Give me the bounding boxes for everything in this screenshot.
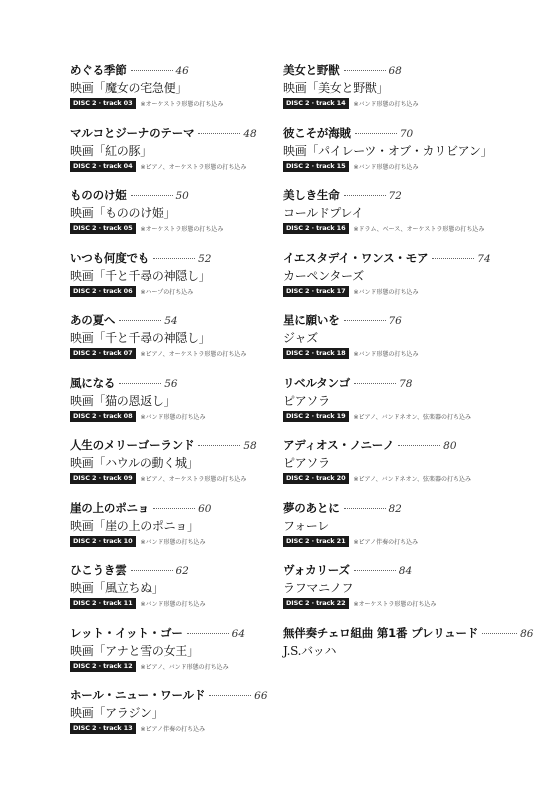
title-line bbox=[283, 250, 543, 267]
leader-dots bbox=[153, 508, 195, 509]
song-title: あの夏へ bbox=[70, 313, 116, 327]
song-entry bbox=[283, 625, 543, 688]
leader-dots bbox=[354, 570, 396, 571]
track-badge: DISC 2 · track 17 bbox=[283, 286, 349, 297]
arrangement-note: ※バンド形態の打ち込み bbox=[353, 288, 419, 296]
page-number: 58 bbox=[243, 440, 257, 452]
leader-dots bbox=[119, 383, 161, 384]
track-badge: DISC 2 · track 08 bbox=[70, 411, 136, 422]
song-title: マルコとジーナのテーマ bbox=[70, 125, 195, 140]
track-line bbox=[283, 97, 543, 110]
leader-dots bbox=[198, 445, 240, 446]
leader-dots bbox=[187, 633, 229, 634]
track-line bbox=[70, 722, 320, 735]
song-entry bbox=[283, 187, 543, 250]
title-line bbox=[70, 687, 320, 704]
track-badge: DISC 2 · track 09 bbox=[70, 473, 136, 484]
song-title: 美しき生命 bbox=[283, 188, 340, 202]
track-line bbox=[283, 347, 543, 360]
arrangement-note: ※バンド形態の打ち込み bbox=[140, 413, 206, 421]
arrangement-note: ※バンド形態の打ち込み bbox=[140, 538, 206, 546]
track-badge: DISC 2 · track 20 bbox=[283, 473, 349, 484]
leader-dots bbox=[344, 508, 386, 509]
track-badge: DISC 2 · track 18 bbox=[283, 348, 349, 359]
song-title: 美女と野獣 bbox=[283, 63, 340, 77]
song-title: ひこうき雲 bbox=[70, 563, 127, 577]
song-source: 映画「千と千尋の神隠し」 bbox=[70, 268, 211, 283]
track-line bbox=[283, 597, 543, 610]
song-title: ホール・ニュー・ワールド bbox=[70, 688, 206, 702]
song-source: 映画「崖の上のポニョ」 bbox=[70, 518, 199, 533]
title-line bbox=[283, 312, 543, 329]
page-number: 64 bbox=[231, 627, 246, 640]
track-badge: DISC 2 · track 13 bbox=[70, 723, 136, 734]
song-title: アディオス・ノニーノ bbox=[283, 438, 395, 452]
track-line bbox=[283, 535, 543, 548]
song-title: 彼こそが海賊 bbox=[283, 125, 351, 140]
title-line bbox=[283, 562, 543, 579]
song-entry bbox=[70, 687, 320, 750]
song-title: レット・イット・ゴー bbox=[70, 625, 183, 640]
page-number: 62 bbox=[175, 565, 189, 577]
track-badge: DISC 2 · track 03 bbox=[70, 98, 136, 109]
song-entry bbox=[283, 375, 543, 438]
page-number: 54 bbox=[164, 315, 178, 327]
page-number: 86 bbox=[520, 627, 534, 640]
arrangement-note: ※ピアノ、バンド形態の打ち込み bbox=[140, 663, 229, 671]
song-title: もののけ姫 bbox=[70, 188, 127, 202]
track-line bbox=[283, 285, 543, 298]
track-badge: DISC 2 · track 05 bbox=[70, 223, 136, 234]
song-entry bbox=[283, 437, 543, 500]
song-title: ヴォカリーズ bbox=[283, 563, 350, 577]
arrangement-note: ※ピアノ伴奏の打ち込み bbox=[140, 726, 206, 733]
arrangement-note: ※バンド形態の打ち込み bbox=[140, 601, 206, 608]
song-title: 夢のあとに bbox=[283, 500, 340, 515]
track-badge: DISC 2 · track 04 bbox=[70, 161, 136, 172]
page-number: 72 bbox=[388, 190, 402, 202]
song-source: 映画「千と千尋の神隠し」 bbox=[70, 331, 211, 345]
leader-dots bbox=[344, 195, 386, 196]
song-title: いつも何度でも bbox=[70, 250, 150, 265]
arrangement-note: ※オーケストラ形態の打ち込み bbox=[353, 601, 437, 608]
song-source: コールドプレイ bbox=[283, 206, 364, 220]
track-badge: DISC 2 · track 19 bbox=[283, 411, 349, 422]
track-badge: DISC 2 · track 07 bbox=[70, 348, 136, 359]
track-badge: DISC 2 · track 10 bbox=[70, 536, 136, 547]
song-entry bbox=[283, 250, 543, 313]
song-source: フォーレ bbox=[283, 518, 329, 533]
arrangement-note: ※オーケストラ形態の打ち込み bbox=[140, 226, 224, 233]
song-source: 映画「アラジン」 bbox=[70, 706, 164, 720]
page-number: 76 bbox=[388, 315, 402, 327]
song-title: 人生のメリーゴーランド bbox=[70, 438, 195, 452]
song-entry bbox=[283, 500, 543, 563]
arrangement-note: ※ピアノ、オーケストラ形態の打ち込み bbox=[140, 476, 247, 483]
song-source: J.S.バッハ bbox=[283, 643, 337, 658]
leader-dots bbox=[344, 70, 386, 71]
song-title: 風になる bbox=[70, 375, 116, 390]
page-number: 66 bbox=[254, 690, 268, 702]
song-entry bbox=[283, 125, 543, 188]
arrangement-note: ※ドラム、ベース、オーケストラ形態の打ち込み bbox=[353, 226, 485, 233]
song-source: 映画「もののけ姫」 bbox=[70, 206, 176, 220]
song-source: 映画「風立ちぬ」 bbox=[70, 581, 164, 595]
track-line bbox=[283, 160, 543, 173]
title-line bbox=[283, 437, 543, 454]
track-line bbox=[283, 222, 543, 235]
page-number: 48 bbox=[243, 127, 257, 140]
leader-dots bbox=[432, 258, 474, 259]
leader-dots bbox=[355, 133, 397, 134]
song-source: ピアソラ bbox=[283, 393, 330, 408]
track-badge: DISC 2 · track 16 bbox=[283, 223, 349, 234]
page-number: 46 bbox=[175, 65, 189, 77]
song-title: 崖の上のポニョ bbox=[70, 500, 150, 515]
leader-dots bbox=[398, 445, 440, 446]
song-source: 映画「魔女の宅急便」 bbox=[70, 81, 188, 95]
page-number: 74 bbox=[477, 252, 491, 265]
arrangement-note: ※ハープの打ち込み bbox=[140, 288, 194, 296]
song-title: リベルタンゴ bbox=[283, 375, 351, 390]
track-badge: DISC 2 · track 06 bbox=[70, 286, 136, 297]
title-line bbox=[283, 187, 543, 204]
page-number: 84 bbox=[398, 565, 413, 577]
arrangement-note: ※ピアノ伴奏の打ち込み bbox=[353, 538, 419, 546]
title-line bbox=[283, 62, 543, 79]
arrangement-note: ※バンド形態の打ち込み bbox=[353, 351, 419, 358]
song-source: 映画「ハウルの動く城」 bbox=[70, 456, 199, 470]
title-line bbox=[283, 125, 543, 142]
page-number: 78 bbox=[399, 377, 413, 390]
song-source: 映画「紅の豚」 bbox=[70, 143, 152, 158]
song-source: カーペンターズ bbox=[283, 268, 364, 283]
page-number: 60 bbox=[198, 502, 212, 515]
song-source: ラフマニノフ bbox=[283, 581, 354, 595]
title-line bbox=[283, 625, 543, 642]
track-line bbox=[283, 472, 543, 485]
arrangement-note: ※オーケストラ形態の打ち込み bbox=[140, 101, 224, 108]
track-badge: DISC 2 · track 14 bbox=[283, 98, 349, 109]
title-line bbox=[283, 375, 543, 392]
page-number: 50 bbox=[175, 190, 189, 202]
song-entry bbox=[283, 62, 543, 125]
leader-dots bbox=[482, 633, 517, 634]
title-line bbox=[283, 500, 543, 517]
track-line bbox=[283, 410, 543, 423]
page-number: 56 bbox=[164, 377, 178, 390]
page-number: 52 bbox=[198, 252, 212, 265]
arrangement-note: ※ピアノ、オーケストラ形態の打ち込み bbox=[140, 351, 247, 358]
song-source: 映画「猫の恩返し」 bbox=[70, 393, 176, 408]
page-number: 70 bbox=[399, 127, 414, 140]
song-title: 無伴奏チェロ組曲 第1番 プレリュード bbox=[283, 625, 479, 640]
arrangement-note: ※ピアノ、オーケストラ形態の打ち込み bbox=[140, 163, 247, 171]
leader-dots bbox=[344, 320, 386, 321]
track-badge: DISC 2 · track 12 bbox=[70, 661, 136, 672]
page-number: 80 bbox=[443, 440, 457, 452]
leader-dots bbox=[198, 133, 240, 134]
leader-dots bbox=[131, 195, 173, 196]
leader-dots bbox=[354, 383, 396, 384]
track-badge: DISC 2 · track 15 bbox=[283, 161, 349, 172]
track-badge: DISC 2 · track 21 bbox=[283, 536, 349, 547]
page-number: 68 bbox=[388, 65, 402, 77]
song-entry bbox=[283, 562, 543, 625]
leader-dots bbox=[119, 320, 161, 321]
arrangement-note: ※バンド形態の打ち込み bbox=[353, 163, 419, 171]
song-source: 映画「パイレーツ・オブ・カリビアン」 bbox=[283, 143, 493, 158]
track-badge: DISC 2 · track 22 bbox=[283, 598, 349, 609]
track-badge: DISC 2 · track 11 bbox=[70, 598, 136, 609]
song-title: 星に願いを bbox=[283, 313, 340, 327]
song-source: 映画「美女と野獣」 bbox=[283, 81, 389, 95]
arrangement-note: ※ピアノ、バンドネオン、弦楽器の打ち込み bbox=[353, 476, 472, 483]
page-number: 82 bbox=[388, 502, 402, 515]
leader-dots bbox=[209, 695, 251, 696]
right-column bbox=[283, 62, 543, 687]
leader-dots bbox=[131, 570, 173, 571]
arrangement-note: ※バンド形態の打ち込み bbox=[353, 101, 419, 108]
song-source: 映画「アナと雪の女王」 bbox=[70, 643, 199, 658]
leader-dots bbox=[131, 70, 173, 71]
song-title: めぐる季節 bbox=[70, 63, 127, 77]
leader-dots bbox=[153, 258, 195, 259]
song-title: イエスタデイ・ワンス・モア bbox=[283, 250, 429, 265]
song-entry bbox=[283, 312, 543, 375]
song-source: ジャズ bbox=[283, 331, 318, 345]
arrangement-note: ※ピアノ、バンドネオン、弦楽器の打ち込み bbox=[353, 413, 472, 421]
song-source: ピアソラ bbox=[283, 456, 330, 470]
